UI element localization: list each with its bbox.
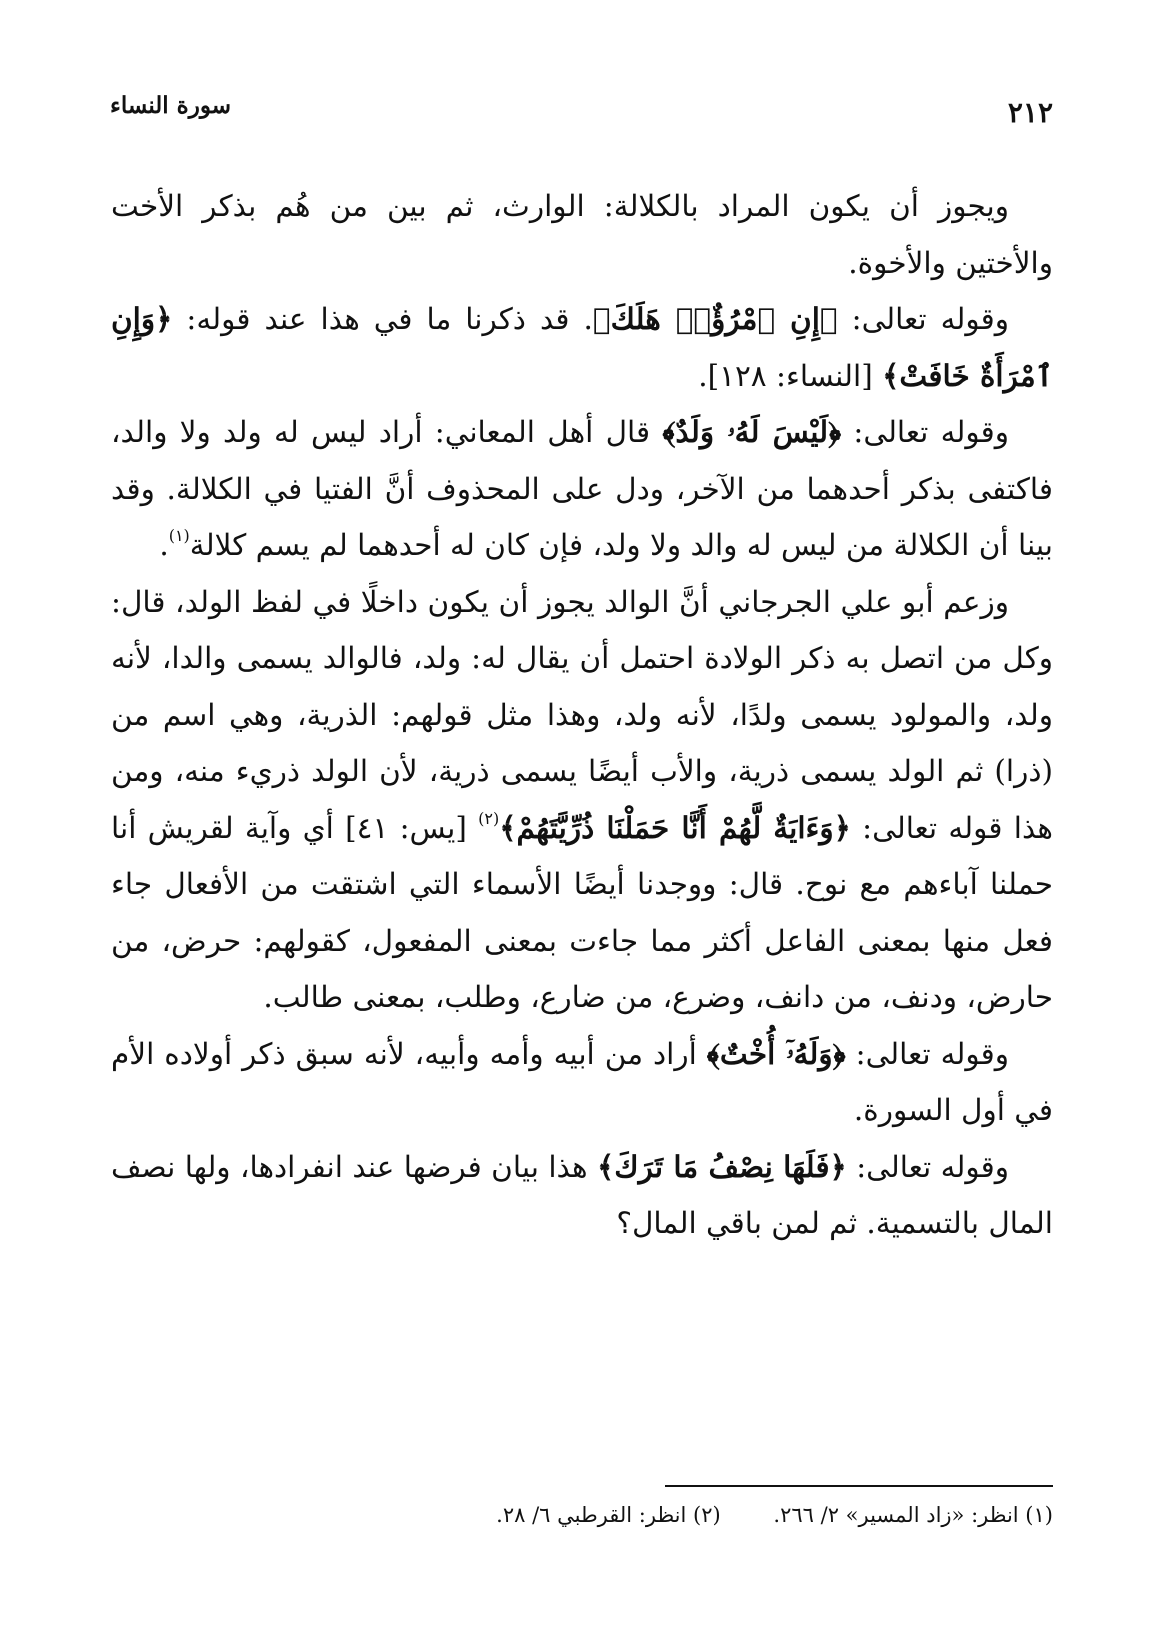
quran-quote: ﴿إِنِ ٱمْرُؤٌا۟ هَلَكَ﴾: [592, 301, 838, 336]
footnote-1: (١) انظر: «زاد المسير» ٢/ ٢٦٦.: [773, 1503, 1053, 1527]
surah-title: سورة النساء: [110, 92, 231, 119]
quran-quote: ﴿لَيْسَ لَهُۥ وَلَدٌ﴾: [662, 414, 842, 449]
running-header: [110, 92, 1053, 132]
paragraph-text: [النساء: ١٢٨].: [698, 358, 883, 393]
quran-quote: ﴿وَلَهُۥٓ أُخْتٌ﴾: [706, 1035, 846, 1071]
paragraph-6: [111, 1139, 1053, 1252]
paragraph-5: [111, 1026, 1053, 1139]
paragraph-1: [111, 178, 1053, 291]
footnote-divider: [665, 1485, 1053, 1487]
paragraph-text: وقوله تعالى:: [846, 1149, 1009, 1184]
quran-quote: ﴿فَلَهَا نِصْفُ مَا تَرَكَ﴾: [597, 1148, 847, 1184]
page-number: ٢١٢: [1007, 96, 1053, 129]
paragraph-text: ويجوز أن يكون المراد بالكلالة: الوارث، ثم بين من هُم بذكر الأخت والأختين والأخوة.: [111, 189, 1053, 280]
paragraph-text: وزعم أبو علي الجرجاني أنَّ الوالد يجوز أن يكون داخلًا في لفظ الولد، قال: وكل من اتصل به ذكر الولادة احتمل أن يقال له: ولد، فالوالد يسمى والدا، لأنه ولد، والمولود يسمى ولدًا، لأنه ولد، وهذا مثل قولهم: الذرية، وهي اسم من (ذرا) ثم الولد يسمى ذرية، والأب أيضًا يسمى ذرية، لأن الولد ذريء منه، ومن هذا قوله تعالى:: [111, 584, 1053, 845]
paragraph-text: .: [159, 528, 169, 562]
paragraph-text: هذا بيان فرضها عند انفرادها، ولها نصف المال بالتسمية. ثم لمن باقي المال؟: [111, 1149, 1053, 1240]
paragraph-text: وقوله تعالى:: [845, 1036, 1009, 1071]
paragraph-text: وقوله تعالى:: [837, 302, 1009, 336]
quran-quote: ﴿وَءَايَةٌ لَّهُمْ أَنَّا حَمَلْنَا ذُرِّيَّتَهُمْ﴾: [499, 809, 851, 845]
paragraph-3: [111, 404, 1053, 574]
paragraph-4: [111, 574, 1053, 1026]
footnote-ref-1[interactable]: (١): [168, 526, 190, 545]
paragraph-text: أراد من أبيه وأمه وأبيه، لأنه سبق ذكر أولاده الأم في أول السورة.: [111, 1036, 1053, 1127]
quran-quote: ﴿وَإِنِ ٱمْرَأَةٌ خَافَتْ﴾: [111, 301, 1053, 393]
paragraph-text: قال أهل المعاني: أراد ليس له ولد ولا والد، فاكتفى بذكر أحدهما من الآخر، ودل على المحذوف أنَّ الفتيا في الكلالة. وقد بينا أن الكلالة من ليس له والد ولا ولد، فإن كان له أحدهما لم يسم كلالة: [111, 415, 1053, 562]
body-text: [111, 178, 1053, 1252]
paragraph-text: وقوله تعالى:: [841, 415, 1010, 449]
footnote-ref-2[interactable]: (٢): [478, 808, 500, 828]
footnotes: [111, 1500, 1053, 1530]
paragraph-text: [يس: ٤١] أي وآية لقريش أنا حملنا آباءهم مع نوح. قال: ووجدنا أيضًا الأسماء التي اشتقت من الأفعال جاء فعل منها بمعنى الفاعل أكثر مما جاءت بمعنى المفعول، كقولهم: حرض، من حارض، ودنف، من دانف، وضرع، من ضارع، وطلب، بمعنى طالب.: [111, 810, 1053, 1014]
paragraph-text: . قد ذكرنا ما في هذا عند قوله:: [172, 302, 593, 336]
paragraph-2: [111, 291, 1053, 404]
footnote-2: (٢) انظر: القرطبي ٦/ ٢٨.: [496, 1503, 721, 1527]
